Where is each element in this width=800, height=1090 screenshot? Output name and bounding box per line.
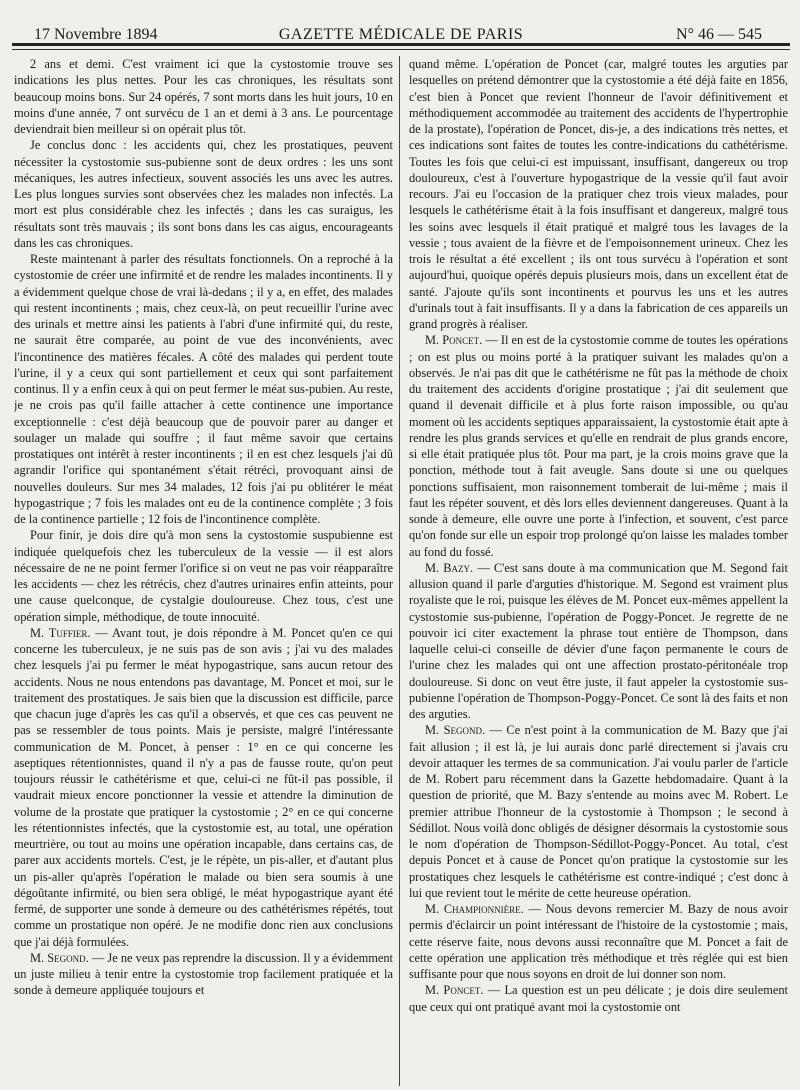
paragraph-text: Je conclus donc : les accidents qui, chez les prostatiques, peuvent nécessiter la cystostomie sus-pubienne sont de deux ordres : les uns sont mécaniques, les autres infectieux, souvent associés les uns avec les autres. Les plus longues survies sont observées chez les malades non infectés. La mort est plus considérable chez les infectés ; dans les cas suraigus, les résultats sont très mauvais ; ils sont bons dans les cas aigus, encourageants dans les cas chroniques. <box>14 138 393 250</box>
column-divider <box>399 56 400 1086</box>
paragraph <box>409 982 788 1015</box>
paragraph <box>14 251 393 527</box>
issue-date: 17 Novembre 1894 <box>34 26 158 43</box>
paragraph-text: 2 ans et demi. C'est vraiment ici que la cystostomie trouve ses indications les plus nettes. Pour les cas chroniques, les résultats sont beaucoup moins bons. Sur 24 opérés, 7 sont morts dans les huit jours, 10 en moins d'une année, 7 ont survécu de 1 an et demi à 3 ans. Le pourcentage deviendrait bien meilleur si on opérait plus tôt. <box>14 57 393 136</box>
speaker-name: M. Segond. <box>424 723 486 738</box>
paragraph-text: — C'est sans doute à ma communication que M. Segond fait allusion quand il parle d'arguties d'historique. M. Segond est vraiment plus royaliste que le roi, puisque les élèves de M. Poncet eux-mêmes appellent la cystostomie sus-pubienne, l'opération de Poggy-Poncet. Je regrette de ne pouvoir ici citer exactement la phrase tout entière de Thompson, dans laquelle celui-ci conseille de dévier d'une façon permanente le cours de l'urine chez les malades qui ont une affection prostato-péritonéale trop douloureuse. Si donc on veut être juste, il faut appeler la cystostomie sus-pubienne l'opération de Thompson-Poggy-Poncet. Ce sont là des faits et non des arguties. <box>408 560 788 721</box>
header-rule-thin <box>12 49 790 50</box>
paragraph <box>14 625 393 950</box>
paragraph-text: quand même. L'opération de Poncet (car, malgré toutes les arguties par lesquelles on prétend démontrer que la cystostomie a été déjà faite en 1856, c'est bien à Poncet que revient l'honneur de l'avoir définitivement et méthodiquement accommodée au traitement des accidents de l'hypertrophie de la prostate), l'opération de Poncet, dis-je, a des indications très nettes, et ces indications sont faites de toutes les contre-indications du cathétérisme. Toutes les fois que celui-ci est impuissant, insuffisant, dangereux ou trop douloureux, c'est à l'ouverture hypogastrique de la vessie qu'il faut avoir recours. J'ai eu l'occasion de la pratiquer chez trois vieux malades, pour lesquels le cathétérisme était à la fois insuffisant et dangereux, malgré tous les soins avec lesquels il était pratiqué et malgré tous les lavages de la vessie ; tous avaient de la fièvre et de l'empoisonnement urineux. Chez les trois le résultat a été excellent ; ils ont tous survécu à l'opération et sont aujourd'hui, quoique opérés depuis plusieurs mois, dans un excellent état de santé. J'ajoute qu'ils sont incontinents et pourvus les uns et les autres d'urinals tout à fait insuffisants. Il y a dans la fabrication de ces appareils un grand progrès à réaliser. <box>408 57 788 331</box>
paragraph <box>14 950 393 999</box>
paragraph <box>14 137 393 251</box>
journal-title: GAZETTE MÉDICALE DE PARIS <box>278 26 524 43</box>
speaker-name: M. Championnière. <box>424 902 524 916</box>
paragraph <box>409 901 788 982</box>
page-header <box>12 14 790 43</box>
paragraph-text: — Je ne veux pas reprendre la discussion. Il y a évidemment un juste milieu à tenir entre la cystostomie trop facilement pratiquée et la sonde à demeure appliquée toujours et <box>14 950 393 998</box>
paragraph <box>409 332 788 560</box>
speaker-name: M. Poncet. <box>424 333 483 348</box>
paragraph-text: — La question est un peu délicate ; je dois dire seulement que ceux qui ont pratiqué avant moi la cystostomie ont <box>408 983 788 1014</box>
speaker-name: M. Segond. <box>30 950 89 965</box>
paragraph-text: — Nous devons remercier M. Bazy de nous avoir permis d'éclaircir un point intéressant de l'histoire de la cystostomie ; mais, cette réserve faite, nous devons aussi reconnaître que M. Poncet a fait de cette opération une application très méthodique et très réglée qui est bien suffisante pour que nous soyons en droit de lui donner son nom. <box>408 902 788 981</box>
paragraph <box>409 560 788 723</box>
right-column <box>402 56 788 1086</box>
paragraph <box>409 56 788 332</box>
paragraph <box>409 722 788 901</box>
speaker-name: M. Tuffier. <box>30 625 91 640</box>
article-columns <box>14 56 788 1086</box>
paragraph-text: — Il en est de la cystostomie comme de toutes les opérations ; on est plus ou moins porté à la pratiquer suivant les malades qu'on a observés. Je n'ai pas dit que le cathétérisme ne fût pas la méthode de choix du traitement des accidents d'origine prostatique ; j'ai dit seulement que quand il devenait difficile et à plus forte raison impossible, ou qu'au moment où les accidents septiques apparaissaient, la cystostomie était apte à rendre les plus grands services et qu'elle en rendrait de plus grands encore, si elle était pratiquée plus tôt. Pour ma part, je la crois moins grave que la ponction, méthode tout à fait aveugle. Sans doute si une ou quelques ponctions suffisaient, mon raisonnement tomberait de lui-même ; mais il faut les répéter souvent, et dès lors elles deviennent dangereuses. Quant à la sonde à demeure, elle ouvre une porte à l'infection, et souvent, c'est parce qu'on fonde sur elle un espoir trop prolongé qu'on laisse les malades tomber au fond du fossé. <box>408 333 788 559</box>
paragraph-text: — Avant tout, je dois répondre à M. Poncet qu'en ce qui concerne les tuberculeux, je ne suis pas de son avis ; j'ai vu des malades chez lesquels j'ai pu fermer le méat hypogastrique, sans aucun retour des accidents. Nous ne nous entendons pas davantage, M. Poncet et moi, sur le traitement des prostatiques. Je sais bien que la discussion est difficile, parce que chacun juge d'après les cas qu'il a observés, et que ces cas peuvent ne pas se ressembler de tous points. Mais je persiste, malgré l'intéressante communication de M. Poncet, à penser : 1° en ce qui concerne les aseptiques rétentionnistes, quand il n'y a pas de fausse route, qu'on peut toujours réussir le cathétérisme et que, celui-ci ne fût-il pas possible, il vaudrait mieux encore ponctionner la vessie et attendre la diminution de volume de la prostate que pratiquer la cystostomie ; 2° en ce qui concerne les rétentionnistes infectés, que la cystostomie est, au total, une opération meurtrière, ou tout au moins une opération incapable, dans certains cas, de parer aux accidents mortels. C'est, je le répète, un pis-aller, et d'autant plus un pis-aller qu'après l'opération le malade ou bien sera soumis à une dégoûtante infirmité, ou bien sera obligé, le méat hypogastrique ayant été fermé, de supporter une sonde à demeure ou des cathétérismes répétés, tout comme un prostatique non opéré. Je ne modifie donc rien aux conclusions que j'ai déjà formulées. <box>14 625 393 949</box>
issue-page-number: N° 46 — 545 <box>676 26 762 43</box>
paragraph-text: — Ce n'est point à la communication de M. Bazy que j'ai fait allusion ; il est là, je lui aurais donc parlé directement si j'avais cru devoir attaquer les termes de sa communication. J'ai voulu parler de l'article de M. Robert paru récemment dans la Gazette hebdomadaire. Quant à la question de priorité, que M. Bazy s'entende au moins avec M. Robert. Le premier attribue l'honneur de la cystostomie à Thompson ; le second à Sédillot. Nous voilà donc obligés de désigner désormais la cystostomie sous le nom d'opération de Thompson-Sédillot-Poggy-Poncet. Au total, c'est depuis Poncet et à cause de Poncet qu'on pratique la cystostomie sur les prostatiques chez lesquels le cathétérisme est contre-indiqué ; c'est donc à lui que revient tout le mérite de cette heureuse opération. <box>408 723 788 900</box>
paragraph-text: Reste maintenant à parler des résultats fonctionnels. On a reproché à la cystostomie de créer une infirmité et de rendre les malades incontinents. Il y a évidemment quelque chose de vrai là-dedans ; il y a, en effet, des malades qui restent incontinents ; mais, chez ceux-là, on peut recueillir l'urine avec des urinals et mettre ainsi les patients à l'abri d'une infirmité qui, du reste, ne saurait être comparée, au point de vue des inconvénients, avec l'incontinence des matières fécales. A côté des malades qui perdent toute l'urine, il y a ceux qui sont partiellement et ceux qui sont parfaitement continus. Il y a enfin ceux à qui on peut fermer le méat sus-pubien. Au reste, je ne crois pas qu'il faille attacher à cette continence une importance exceptionnelle : c'est déjà beaucoup que de pouvoir parer au danger et soulager un malade qui souffre ; il faut même savoir que certains prostatiques ont intérêt à rester incontinents ; il en est chez lesquels j'ai dû agrandir l'orifice qui spontanément s'était rétréci, provoquant ainsi de nouvelles douleurs. Sur mes 34 malades, 12 fois j'ai pu oblitérer le méat hypogastrique ; 7 fois les malades ont eu de la continence complète ; 3 fois de la continence partielle ; 12 fois de l'incontinence complète. <box>14 252 393 526</box>
speaker-name: M. Bazy. <box>424 560 474 575</box>
header-rule-thick <box>12 43 790 46</box>
speaker-name: M. Poncet. <box>424 983 484 998</box>
paragraph <box>14 527 393 625</box>
left-column <box>14 56 397 1086</box>
paragraph <box>14 56 393 137</box>
paragraph-text: Pour finir, je dois dire qu'à mon sens la cystostomie suspubienne est indiquée quelquefois chez les tuberculeux de la vessie — il est alors nécessaire de ne ne point fermer l'orifice si on veut ne pas voir réapparaître les accidents — chez les rétrécis, chez d'autres urinaires enfin atteints, pour une cause quelconque, de cystalgie douloureuse. Chez tous, c'est une opération simple, méthodique, de toute innocuité. <box>14 528 393 624</box>
